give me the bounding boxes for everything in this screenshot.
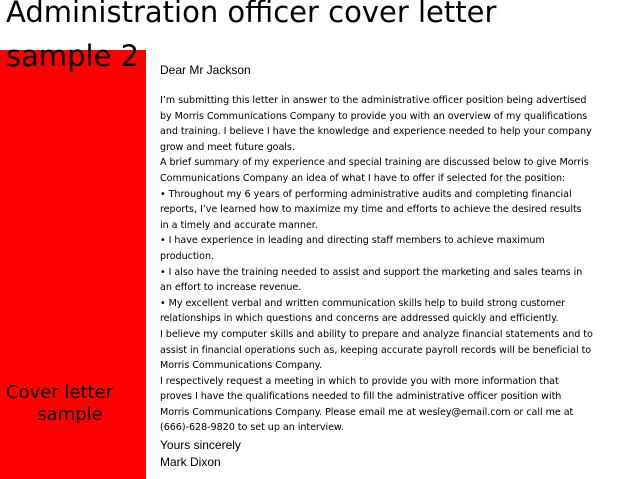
letter-line: • I also have the training needed to assist and support the marketing and sales teams in (160, 266, 583, 278)
slide-title-line-1: Administration officer cover letter (6, 0, 497, 29)
letter-line: relationships in which questions and concerns are addressed quickly and efficiently. (160, 313, 559, 325)
letter-line: an effort to increase revenue. (160, 282, 302, 294)
letter-body (160, 93, 632, 436)
letter-line: (666)-628-9820 to set up an interview. (160, 422, 344, 434)
letter-line: A brief summary of my experience and special training are discussed below to give Morris (160, 157, 589, 169)
letter-line: assist in financial operations such as, keeping accurate payroll records will be beneficial to (160, 344, 592, 356)
letter-salutation: Dear Mr Jackson (160, 63, 251, 77)
letter-line: Morris Communications Company. (160, 360, 323, 372)
letter-line: Communications Company an idea of what I have to offer if selected for the position: (160, 172, 566, 184)
letter-line: reports, I’ve learned how to maximize my time and efforts to achieve the desired results (160, 204, 582, 216)
letter-line: I’m submitting this letter in answer to the administrative officer position being advertised (160, 95, 587, 106)
letter-line: proves I have the qualifications needed to fill the administrative officer position with (160, 391, 562, 403)
letter-line: • My excellent verbal and written communication skills help to build strong customer (160, 297, 566, 309)
sidebar-caption (0, 382, 140, 426)
cover-letter (160, 62, 632, 471)
letter-closing: Yours sincerely (160, 438, 241, 453)
letter-line: in a timely and accurate manner. (160, 219, 318, 231)
sidebar-caption-line-1: Cover letter (6, 382, 114, 403)
letter-line: production. (160, 250, 215, 262)
letter-line: I believe my computer skills and ability to prepare and analyze financial statements and to (160, 328, 593, 340)
letter-line: • I have experience in leading and directing staff members to achieve maximum (160, 235, 545, 247)
letter-line: by Morris Communications Company to provide you with an overview of my qualifications (160, 110, 588, 122)
letter-line: and training. I believe I have the knowledge and experience needed to help your company (160, 126, 592, 138)
letter-line: grow and meet future goals. (160, 141, 295, 153)
letter-signature: Mark Dixon (160, 455, 221, 470)
sidebar-caption-line-2: sample (37, 404, 103, 425)
slide-title-line-2: sample 2 (6, 39, 140, 73)
letter-line: • Throughout my 6 years of performing administrative audits and completing financial (160, 188, 572, 200)
letter-line: Morris Communications Company. Please email me at wesley@email.com or call me at (160, 406, 574, 418)
letter-line: I respectively request a meeting in which to provide you with more information that (160, 375, 559, 387)
